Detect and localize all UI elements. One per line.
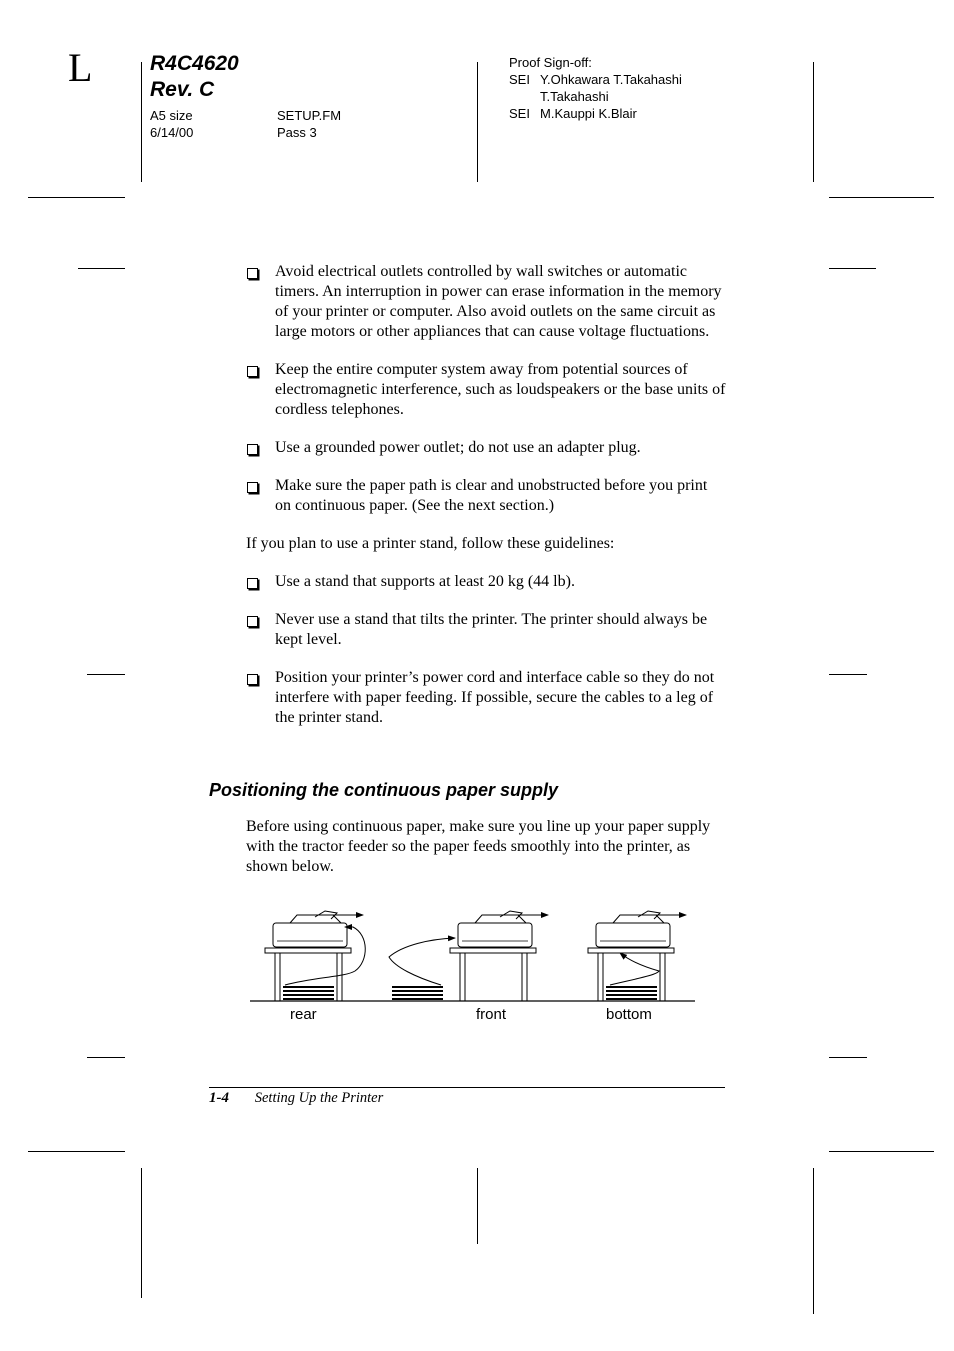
crop-mark (141, 1168, 142, 1298)
list-item-text: Use a stand that supports at least 20 kg (44 lb). (275, 573, 575, 590)
proof-row (509, 105, 682, 122)
page-number: 1-4 (209, 1090, 229, 1106)
printer-icon (458, 923, 532, 947)
section-paragraph: Before using continuous paper, make sure you line up your paper supply with the tractor feeder so the paper feeds smoothly into the printer, as shown below. (246, 818, 711, 875)
stand-intro: If you plan to use a printer stand, follow these guidelines: (246, 535, 615, 552)
crop-mark (477, 62, 478, 182)
proof-row (509, 71, 682, 88)
list-item-text: Make sure the paper path is clear and unobstructed before you print on continuous paper. (See the next section.) (275, 477, 708, 514)
proof-row-names: M.Kauppi K.Blair (540, 106, 637, 121)
crop-mark (813, 62, 814, 182)
proof-sign-off (509, 54, 682, 122)
list-item (246, 668, 726, 728)
figure-label-front: front (476, 1006, 507, 1023)
crop-mark (829, 674, 867, 675)
checkbox-bullet-icon (247, 444, 258, 455)
checkbox-bullet-icon (247, 482, 258, 493)
printer-icon (273, 923, 347, 947)
document-code (150, 51, 239, 103)
file-name: SETUP.FM (277, 108, 342, 123)
figure-label-bottom: bottom (606, 1006, 652, 1023)
file-and-pass (277, 107, 341, 141)
list-item-text: Never use a stand that tilts the printer. The printer should always be kept level. (275, 611, 708, 648)
list-item-text: Position your printer’s power cord and interface cable so they do not interfere with paper feeding. If possible, secure the cables to a leg of the printer stand. (275, 669, 715, 726)
rear-setup (265, 911, 365, 1001)
page-size: A5 size (150, 108, 193, 123)
list-item (246, 262, 726, 342)
corner-letter: L (68, 45, 93, 90)
page-footer (209, 1090, 383, 1107)
crop-mark (87, 674, 125, 675)
proof-row-names: T.Takahashi (540, 89, 609, 104)
main-content (246, 262, 726, 746)
crop-mark (829, 268, 876, 269)
chapter-title: Setting Up the Printer (254, 1090, 384, 1106)
checkbox-bullet-icon (247, 674, 258, 685)
proof-row-label: SEI (509, 72, 530, 87)
section-heading: Positioning the continuous paper supply (209, 780, 559, 800)
proof-title: Proof Sign-off: (509, 55, 592, 70)
page-size-and-date (150, 107, 193, 141)
crop-mark (28, 197, 125, 198)
figure-label-rear: rear (290, 1006, 317, 1023)
proof-row-label (509, 88, 540, 105)
list-item-text: Use a grounded power outlet; do not use an adapter plug. (275, 439, 641, 456)
paper-stack-icon (392, 987, 443, 999)
crop-mark (829, 197, 934, 198)
stand-icon (265, 948, 351, 953)
list-item (246, 360, 726, 420)
crop-mark (28, 1151, 125, 1152)
list-item-text: Avoid electrical outlets controlled by wall switches or automatic timers. An interruption in power can erase information in the memory of your printer or computer. Also avoid outlets on the same circuit as large motors or other appliances that can cause voltage fluctuations. (275, 263, 722, 340)
checkbox-bullet-icon (247, 268, 258, 279)
crop-mark (829, 1151, 934, 1152)
paper-stack-icon (283, 987, 334, 999)
paper-supply-illustration (245, 905, 705, 1005)
model-code: R4C4620 (150, 52, 239, 75)
list-item (246, 476, 726, 516)
revision: Rev. C (150, 78, 215, 101)
list-item (246, 438, 726, 458)
stand-icon (588, 948, 674, 953)
crop-mark (477, 1168, 478, 1244)
pass-number: Pass 3 (277, 125, 317, 140)
list-item (246, 610, 726, 650)
checkbox-bullet-icon (247, 616, 258, 627)
front-setup (389, 911, 548, 1001)
crop-mark (141, 62, 142, 182)
proof-row-names: Y.Ohkawara T.Takahashi (540, 72, 682, 87)
list-item (246, 572, 726, 592)
bottom-setup (588, 911, 686, 1001)
list-item-text: Keep the entire computer system away from potential sources of electromagnetic interference, such as loudspeakers or the base units of cordless telephones. (275, 361, 726, 418)
proof-row (509, 88, 682, 105)
checkbox-bullet-icon (247, 366, 258, 377)
crop-mark (813, 1168, 814, 1314)
date: 6/14/00 (150, 125, 194, 140)
footer-rule (209, 1087, 725, 1088)
proof-row-label: SEI (509, 106, 530, 121)
crop-mark (829, 1057, 867, 1058)
crop-mark (78, 268, 125, 269)
checkbox-bullet-icon (247, 578, 258, 589)
stand-icon (450, 948, 536, 953)
crop-mark (87, 1057, 125, 1058)
paper-stack-icon (606, 987, 657, 999)
printer-icon (596, 923, 670, 947)
